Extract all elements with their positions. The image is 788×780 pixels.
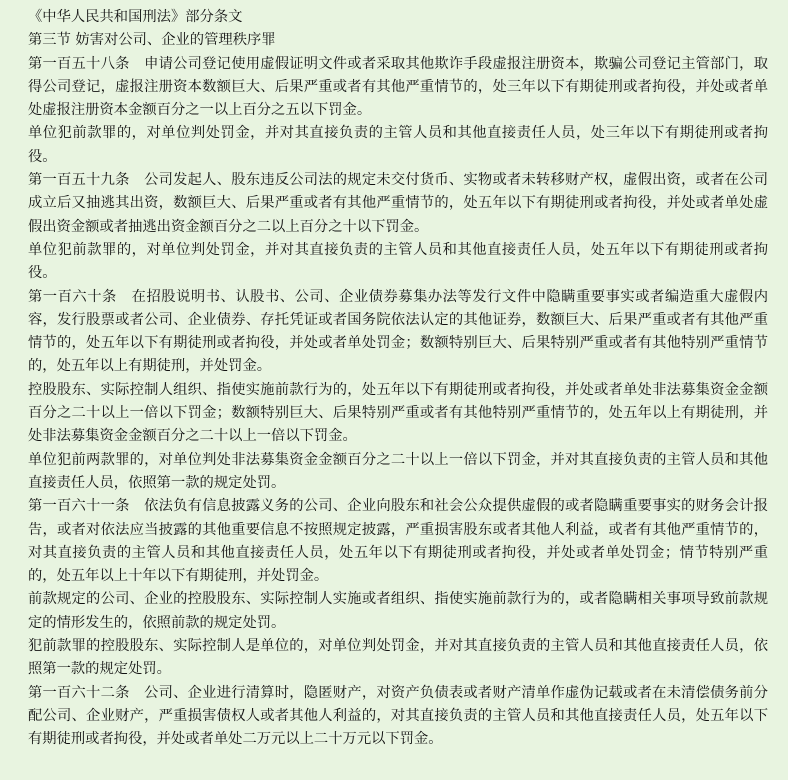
article-160-paragraph-1: 第一百六十条 在招股说明书、认股书、公司、企业债券募集办法等发行文件中隐瞒重要事实或者编造重大虚假内容，发行股票或者公司、企业债券、存托凭证或者国务院依法认定的其他证券，数额巨大、后果严重或者有其他严重情节的，处五年以下有期徒刑或者拘役，并处或者单处罚金；数额特别巨大、后果特别严重或者有其他特别严重情节的，处五年以上有期徒刑，并处罚金。 <box>28 288 768 375</box>
article-159-paragraph-1: 第一百五十九条 公司发起人、股东违反公司法的规定未交付货币、实物或者未转移财产权，虚假出资，或者在公司成立后又抽逃其出资，数额巨大、后果严重或者有其他严重情节的，处五年以下有期徒刑或者拘役，并处或者单处虚假出资金额或者抽逃出资金额百分之二以上百分之十以下罚金。 <box>28 172 768 235</box>
article-160-paragraph-2: 控股股东、实际控制人组织、指使实施前款行为的，处五年以下有期徒刑或者拘役，并处或者单处非法募集资金金额百分之二十以上一倍以下罚金；数额特别巨大、后果特别严重或者有其他特别严重情节的，处五年以上有期徒刑，并处非法募集资金金额百分之二十以上一倍以下罚金。 <box>28 381 768 445</box>
document-title: 《中华人民共和国刑法》部分条文 <box>28 9 243 25</box>
article-159-paragraph-2: 单位犯前款罪的，对单位判处罚金，并对其直接负责的主管人员和其他直接责任人员，处五年以下有期徒刑或者拘役。 <box>28 241 768 282</box>
article-161-paragraph-2: 前款规定的公司、企业的控股股东、实际控制人实施或者组织、指使实施前款行为的，或者隐瞒相关事项导致前款规定的情形发生的，依照前款的规定处罚。 <box>28 591 768 631</box>
section-heading: 第三节 妨害对公司、企业的管理秩序罪 <box>28 32 276 49</box>
article-161-paragraph-1: 第一百六十一条 依法负有信息披露义务的公司、企业向股东和社会公众提供虚假的或者隐瞒重要事实的财务会计报告，或者对依法应当披露的其他重要信息不按照规定披露，严重损害股东或者其他人利益，或者有其他严重情节的，对其直接负责的主管人员和其他直接责任人员，处五年以下有期徒刑或者拘役，并处或者单处罚金；情节特别严重的，处五年以上十年以下有期徒刑，并处罚金。 <box>28 498 768 585</box>
article-161-paragraph-3: 犯前款罪的控股股东、实际控制人是单位的，对单位判处罚金，并对其直接负责的主管人员和其他直接责任人员，依照第一款的规定处罚。 <box>28 638 768 678</box>
article-162-paragraph-1: 第一百六十二条 公司、企业进行清算时，隐匿财产，对资产负债表或者财产清单作虚伪记载或者在未清偿债务前分配公司、企业财产，严重损害债权人或者其他人利益的，对其直接负责的主管人员和其他直接责任人员，处五年以下有期徒刑或者拘役，并处或者单处二万元以上二十万元以下罚金。 <box>28 684 768 748</box>
article-160-paragraph-3: 单位犯前两款罪的，对单位判处非法募集资金金额百分之二十以上一倍以下罚金，并对其直接负责的主管人员和其他直接责任人员，依照第一款的规定处罚。 <box>28 451 768 491</box>
article-158-paragraph-1: 第一百五十八条 申请公司登记使用虚假证明文件或者采取其他欺诈手段虚报注册资本，欺骗公司登记主管部门，取得公司登记，虚报注册资本数额巨大、后果严重或者有其他严重情节的，处三年以下有期徒刑或者拘役，并处或者单处虚报注册资本金额百分之一以上百分之五以下罚金。 <box>28 55 768 119</box>
article-158-paragraph-2: 单位犯前款罪的，对单位判处罚金，并对其直接负责的主管人员和其他直接责任人员，处三年以下有期徒刑或者拘役。 <box>28 125 768 165</box>
